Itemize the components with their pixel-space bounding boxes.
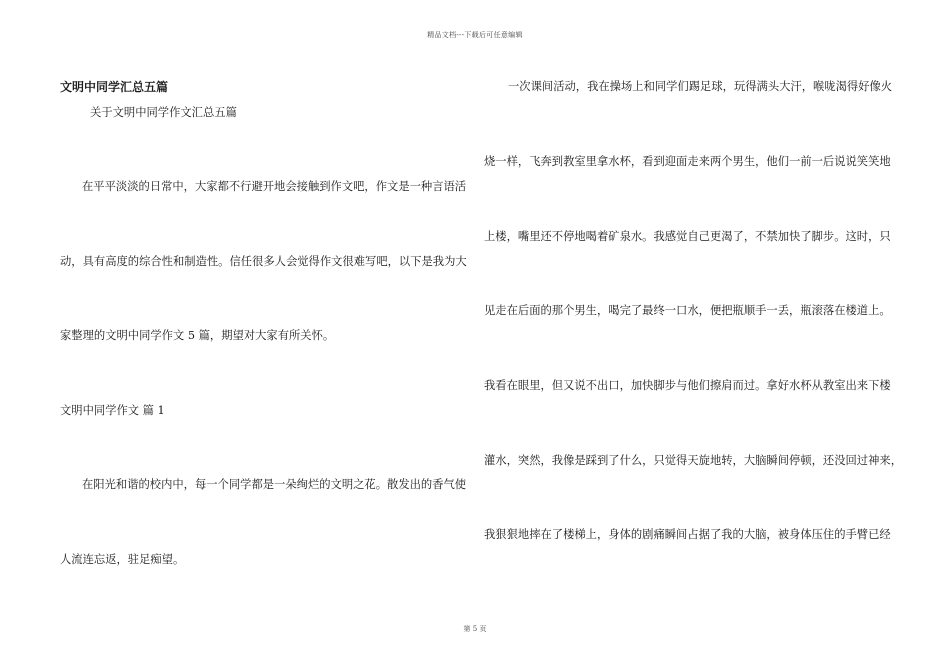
paragraph-line: 我看在眼里，但又说不出口，加快脚步与他们擦肩而过。拿好水杯从教室出来下楼 <box>484 379 891 392</box>
paragraph-line: 在平平淡淡的日常中，大家都不行避开地会接触到作文吧，作文是一种言语活 <box>82 180 467 193</box>
paragraph-line: 上楼，嘴里还不停地喝着矿泉水。我感觉自己更渴了，不禁加快了脚步。这时，只 <box>484 230 891 243</box>
page-number: 第 5 页 <box>463 625 487 633</box>
paragraph-line: 见走在后面的那个男生，喝完了最终一口水，便把瓶顺手一丢，瓶滚落在楼道上。 <box>484 304 891 317</box>
page-header: 精品文档---下载后可任意编辑 <box>427 31 523 39</box>
paragraph-line: 家整理的文明中同学作文 5 篇，期望对大家有所关怀。 <box>60 329 335 342</box>
section-heading: 文明中同学作文 篇 1 <box>60 404 165 417</box>
article-subtitle: 关于文明中同学作文汇总五篇 <box>90 106 237 119</box>
article-title: 文明中同学汇总五篇 <box>60 80 169 94</box>
paragraph-line: 在阳光和谐的校内中，每一个同学都是一朵绚烂的文明之花。散发出的香气使 <box>82 478 467 491</box>
paragraph-line: 灌水，突然，我像是踩到了什么，只觉得天旋地转，大脑瞬间停顿，还没回过神来， <box>484 454 902 467</box>
paragraph-line: 动，具有高度的综合性和制造性。信任很多人会觉得作文很难写吧，以下是我为大 <box>60 255 467 268</box>
paragraph-line: 人流连忘返，驻足痴望。 <box>60 553 185 566</box>
paragraph-line: 一次课间活动，我在操场上和同学们踢足球，玩得满头大汗，喉咙渴得好像火 <box>508 80 893 93</box>
paragraph-line: 烧一样，飞奔到教室里拿水杯，看到迎面走来两个男生，他们一前一后说说笑笑地 <box>484 155 891 168</box>
paragraph-line: 我狠狠地摔在了楼梯上，身体的剧痛瞬间占据了我的大脑，被身体压住的手臂已经 <box>484 528 891 541</box>
